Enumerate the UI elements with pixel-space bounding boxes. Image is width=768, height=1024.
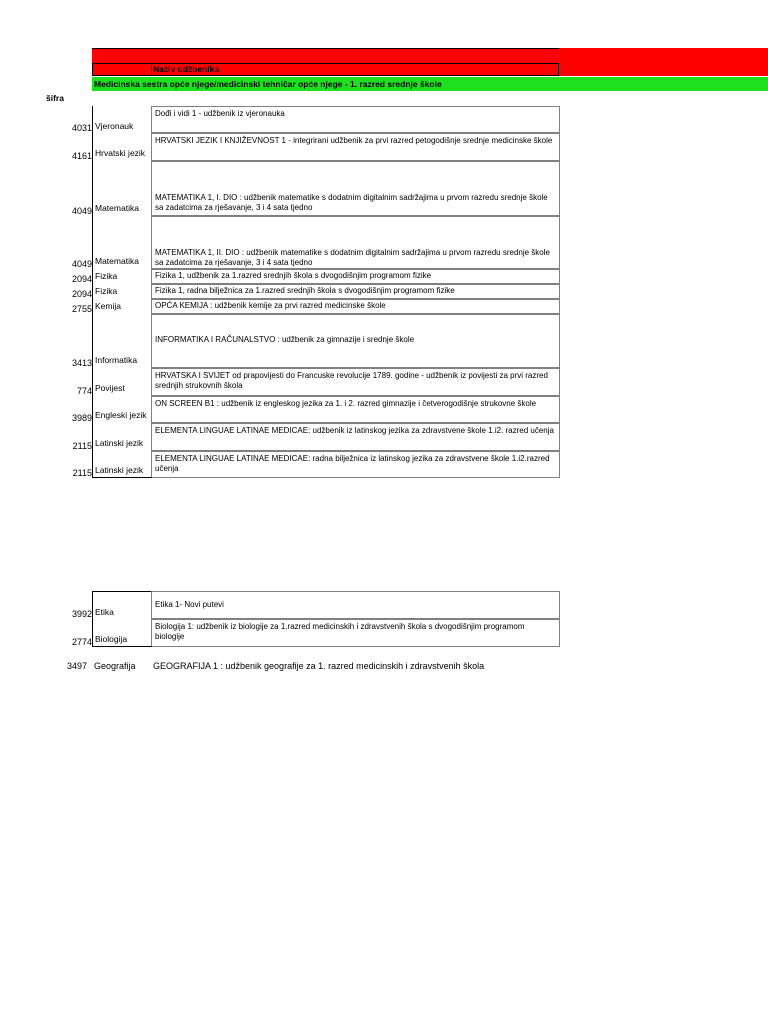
row-code: 4161 xyxy=(71,151,92,161)
row-subject: Matematika xyxy=(92,216,151,269)
row-title: HRVATSKI JEZIK I KNJIŽEVNOST 1 - integrirani udžbenik za prvi razred petogodišnje srednje medicinske škole xyxy=(151,133,560,161)
table-row xyxy=(0,451,768,478)
table-bottom-border xyxy=(92,646,152,647)
row-subject: Biologija xyxy=(92,619,151,647)
row-subject: Etika xyxy=(92,591,151,619)
row-subject: Latinski jezik xyxy=(92,451,151,478)
table-row xyxy=(0,368,768,396)
row-title: ELEMENTA LINGUAE LATINAE MEDICAE: udžbenik iz latinskog jezika za zdravstvene škole 1.i2. razred učenja xyxy=(151,423,560,451)
row-title: HRVATSKA I SVIJET od prapovijesti do Francuske revolucije 1789. godine - udžbenik iz povijesti za prvi razred srednjih strukovnih škola xyxy=(151,368,560,396)
row-subject: Engleski jezik xyxy=(92,396,151,423)
table-bottom-border xyxy=(92,477,152,478)
row-code: 2115 xyxy=(72,468,92,478)
table-row xyxy=(0,269,768,284)
row-title: ON SCREEN B1 : udžbenik iz engleskog jezika za 1. i 2. razred gimnazije i četverogodišnje strukovne škole xyxy=(151,396,560,423)
table-row xyxy=(0,314,768,368)
column-header-title: Naziv udžbenika xyxy=(153,64,220,74)
table-row xyxy=(0,396,768,423)
geo-title: GEOGRAFIJA 1 : udžbenik geografije za 1. razred medicinskih i zdravstvenih škola xyxy=(153,661,485,671)
table-row xyxy=(0,133,768,161)
row-title: Etika 1- Novi putevi xyxy=(151,591,560,619)
row-title: Biologija 1: udžbenik iz biologije za 1.razred medicinskih i zdravstvenih škola s dvogodišnjim programom biologije xyxy=(151,619,560,647)
row-subject: Fizika xyxy=(92,269,151,284)
table-row xyxy=(0,161,768,216)
row-code: 2115 xyxy=(72,441,92,451)
row-subject: Hrvatski jezik xyxy=(92,133,151,161)
row-title: INFORMATIKA I RAČUNALSTVO : udžbenik za gimnazije i srednje škole xyxy=(151,314,560,368)
row-code: 3989 xyxy=(71,413,92,423)
column-header-code: šifra xyxy=(46,93,64,103)
row-code: 3413 xyxy=(71,358,92,368)
row-title: ELEMENTA LINGUAE LATINAE MEDICAE: radna bilježnica iz latinskog jezika za zdravstvene škole 1.i2.razred učenja xyxy=(151,451,560,478)
row-code: 4049 xyxy=(71,206,92,216)
row-title: Fizika 1, radna bilježnica za 1.razred srednjih škola s dvogodišnjim programom fizike xyxy=(151,284,560,299)
row-subject: Fizika xyxy=(92,284,151,299)
geo-subject: Geografija xyxy=(94,661,136,671)
row-subject: Vjeronauk xyxy=(92,106,151,133)
table-top-border xyxy=(92,48,559,49)
row-title: MATEMATIKA 1, II. DIO : udžbenik matematike s dodatnim digitalnim sadržajima u prvom razredu srednje škole sa zadatcima za rješavanje, 3 i 4 sata tjedno xyxy=(151,216,560,269)
row-subject: Kemija xyxy=(92,299,151,314)
row-code: 4031 xyxy=(71,123,92,133)
table-row xyxy=(0,619,768,647)
geo-code: 3497 xyxy=(67,661,88,671)
row-code: 2094 xyxy=(71,289,92,299)
row-code: 2094 xyxy=(71,274,92,284)
row-title: OPĆA KEMIJA : udžbenik kemije za prvi razred medicinske škole xyxy=(151,299,560,314)
row-title: Fizika 1, udžbenik za 1.razred srednjih škola s dvogodišnjim programom fizike xyxy=(151,269,560,284)
table-row xyxy=(0,216,768,269)
row-subject: Povijest xyxy=(92,368,151,396)
table-row xyxy=(0,106,768,133)
row-subject: Matematika xyxy=(92,161,151,216)
table-row xyxy=(0,591,768,619)
table-row xyxy=(0,299,768,314)
row-subject: Informatika xyxy=(92,314,151,368)
row-code: 774 xyxy=(76,386,92,396)
row-code: 2774 xyxy=(71,637,92,647)
table-row xyxy=(0,423,768,451)
row-code: 3992 xyxy=(71,609,92,619)
header-red-band xyxy=(92,48,768,63)
row-code: 4049 xyxy=(71,259,92,269)
table-row xyxy=(0,284,768,299)
program-title: Medicinska sestra opće njege/medicinski tehničar opće njege - 1. razred srednje škole xyxy=(94,79,442,89)
row-title: MATEMATIKA 1, I. DIO : udžbenik matematike s dodatnim digitalnim sadržajima u prvom razredu srednje škole sa zadatcima za rješavanje, 3 i 4 sata tjedno xyxy=(151,161,560,216)
row-subject: Latinski jezik xyxy=(92,423,151,451)
row-code: 2755 xyxy=(71,304,92,314)
header-divider xyxy=(151,63,152,76)
row-title: Dođi i vidi 1 - udžbenik iz vjeronauka xyxy=(151,106,560,133)
